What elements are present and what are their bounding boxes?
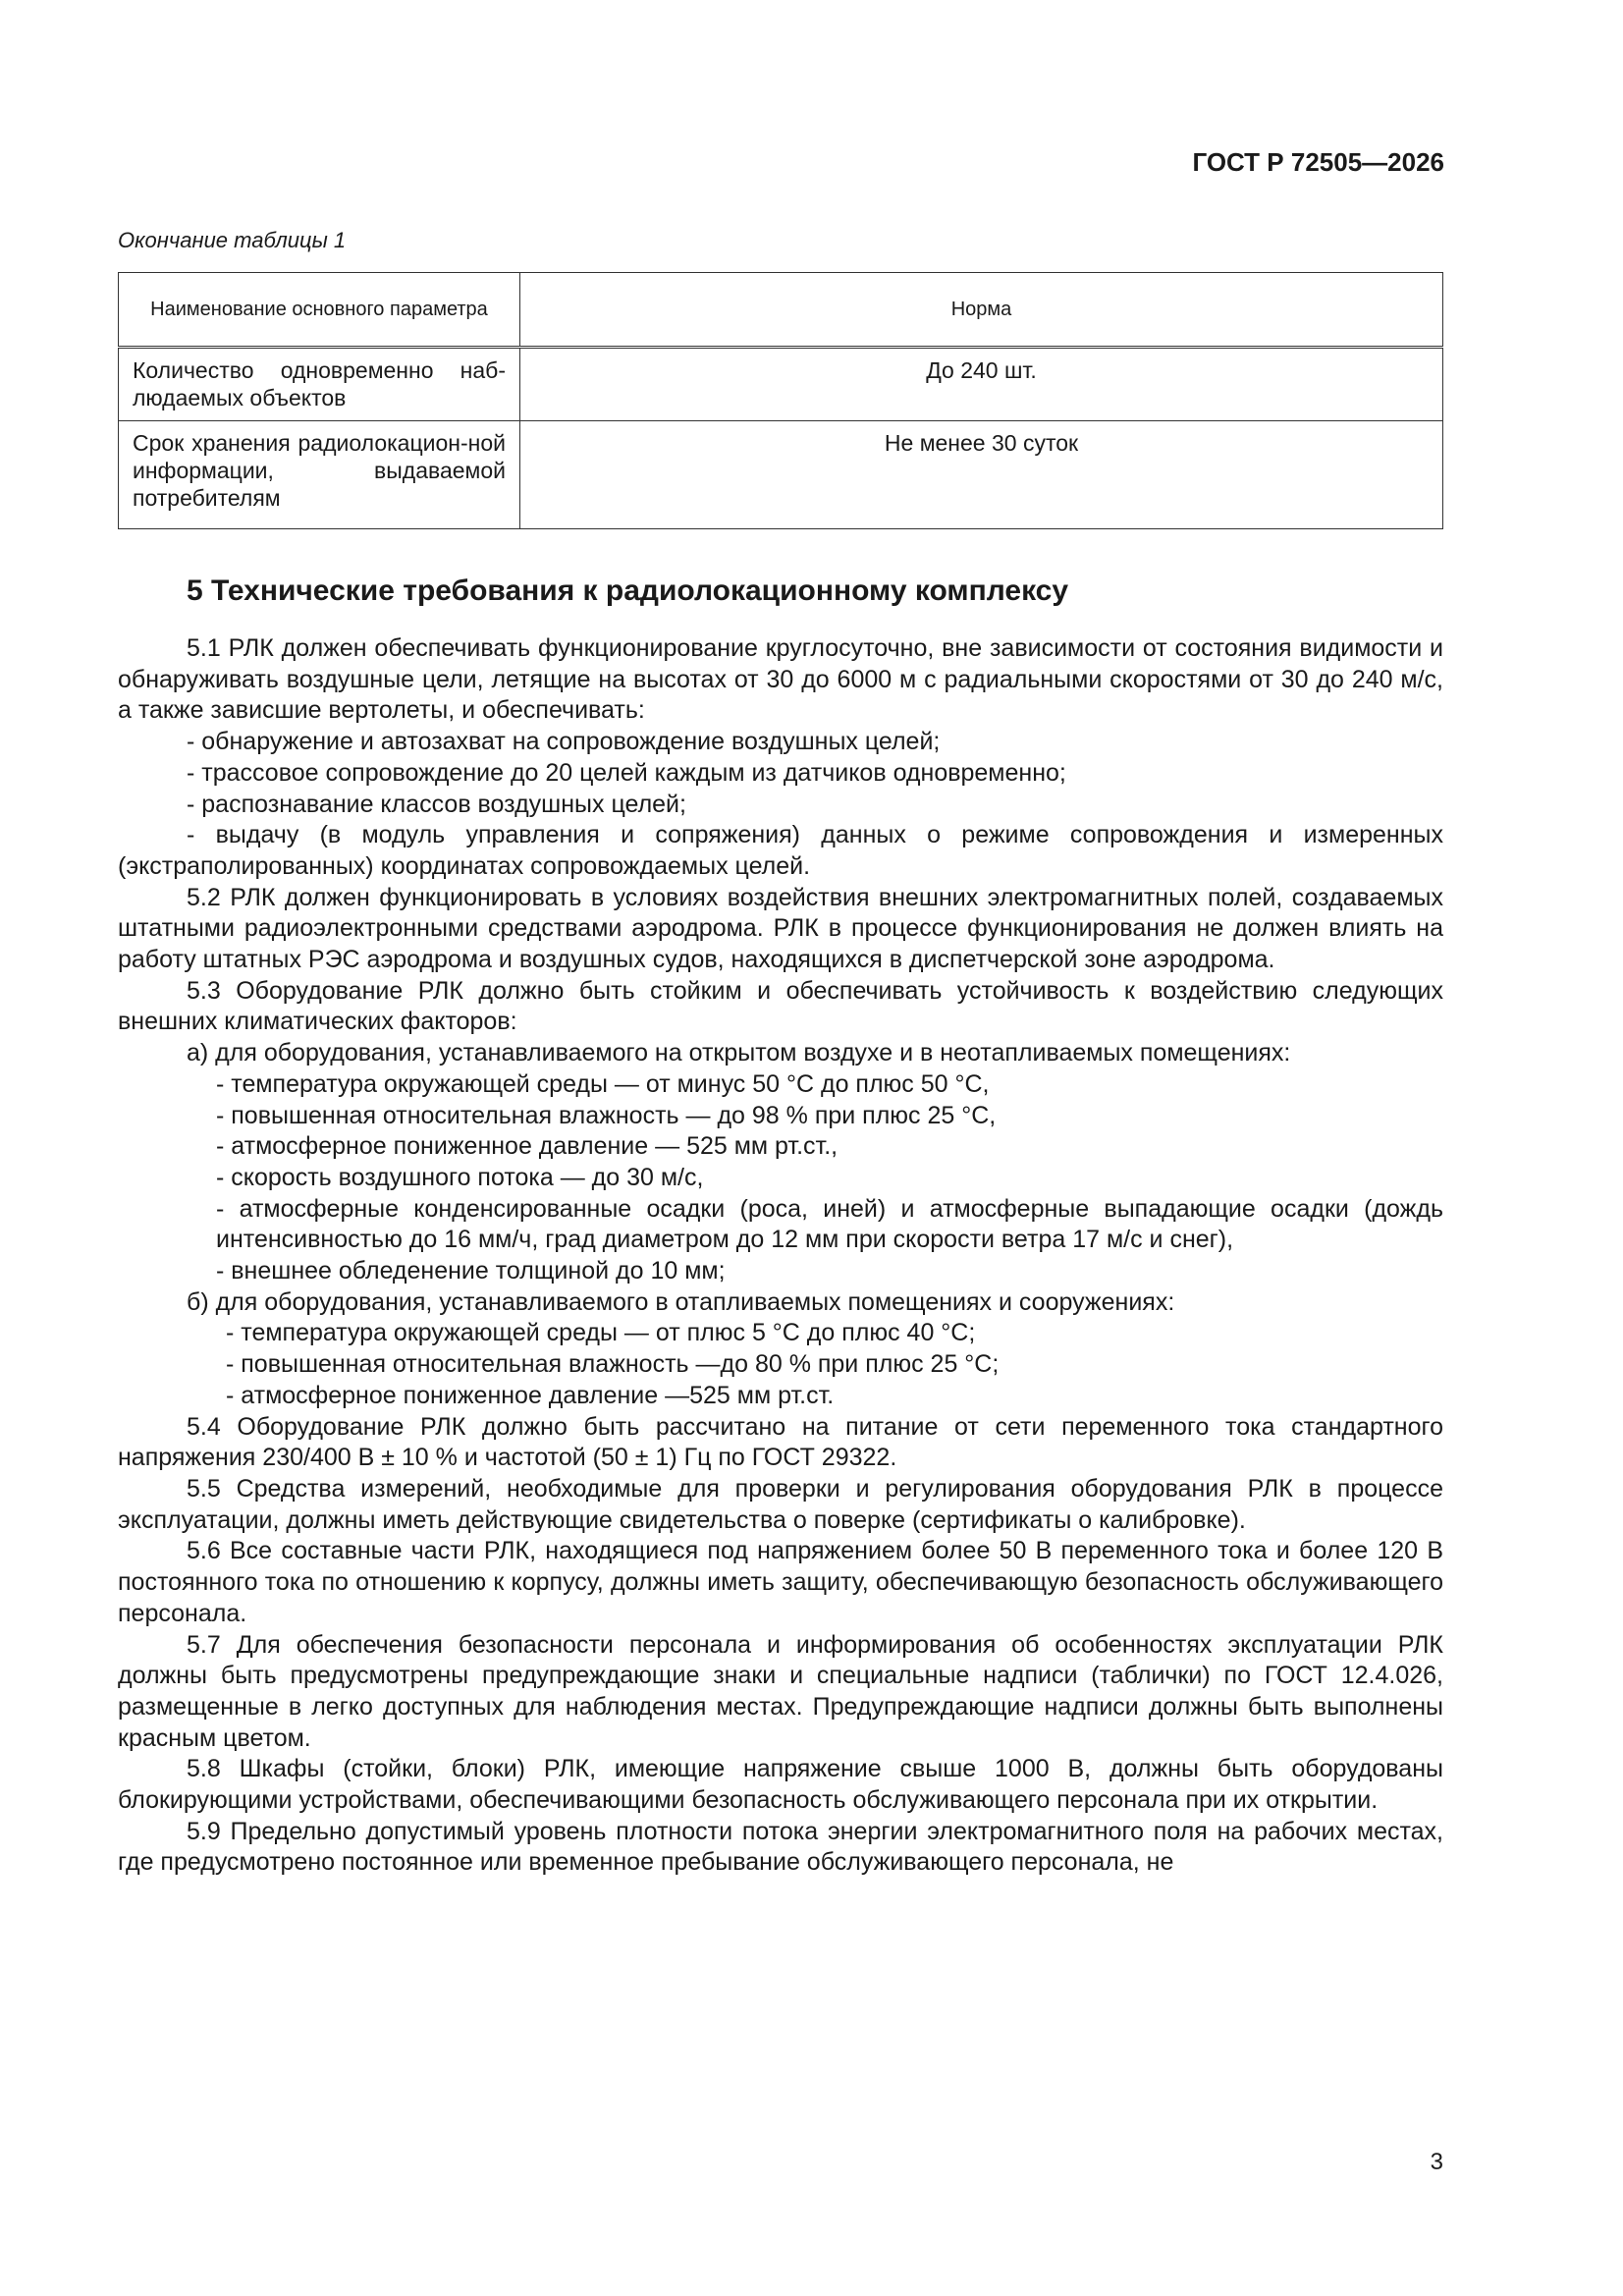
paragraph-5-9: 5.9 Предельно допустимый уровень плотности потока энергии электромагнитного поля на рабочих местах, где предусмотрено постоянное или временное пребывание обслуживающего персонала, не [118,1817,1443,1877]
list-item: - внешнее обледенение толщиной до 10 мм; [216,1257,726,1285]
paragraph-5-2: 5.2 РЛК должен функционировать в условиях воздействия внешних электромагнитных полей, создаваемых штатными радиоэлектронными средствами аэродрома. РЛК в процессе функционирования не должен влиять на работу штатных РЭС аэродрома и воздушных судов, находящихся в диспетчерской зоне аэродрома. [118,883,1443,974]
list-item: б) для оборудования, устанавливаемого в отапливаемых помещениях и сооружениях: [187,1287,1175,1316]
list-item: - атмосферные конденсированные осадки (роса, иней) и атмосферные выпадающие осадки (дождь интенсивностью до 16 мм/ч, град диаметром до 12 мм при скорости ветра 17 м/с и снег), [216,1194,1443,1254]
table-header-row [119,273,1443,348]
parameters-table [118,272,1443,529]
norm-cell: До 240 шт. [520,348,1443,421]
paragraph-5-5: 5.5 Средства измерений, необходимые для проверки и регулирования оборудования РЛК в процессе эксплуатации, должны иметь действующие свидетельства о поверке (сертификаты о калибровке). [118,1474,1443,1534]
paragraph-5-3: 5.3 Оборудование РЛК должно быть стойким и обеспечивать устойчивость к воздействию следующих внешних климатических факторов: [118,976,1443,1036]
table-row [119,421,1443,529]
paragraph-5-8: 5.8 Шкафы (стойки, блоки) РЛК, имеющие напряжение свыше 1000 В, должны быть оборудованы блокирующими устройствами, обеспечивающими безопасность обслуживающего персонала при их открытии. [118,1755,1443,1815]
parameter-cell: Срок хранения радиолокацион-ной информации, выдаваемой потребителям [119,421,520,529]
parameter-cell: Количество одновременно наб-людаемых объектов [119,348,520,421]
list-item: - атмосферное пониженное давление —525 мм рт.ст. [226,1381,835,1409]
list-item: а) для оборудования, устанавливаемого на открытом воздухе и в неотапливаемых помещениях: [187,1039,1291,1067]
paragraph-5-7: 5.7 Для обеспечения безопасности персонала и информирования об особенностях эксплуатации РЛК должны быть предусмотрены предупреждающие знаки и специальные надписи (таблички) по ГОСТ 12.4.026, размещенные в легко доступных для наблюдения местах. Предупреждающие надписи должны быть выполнены красным цветом. [118,1630,1443,1752]
column-header-parameter: Наименование основного параметра [119,273,520,348]
list-item: - повышенная относительная влажность —до 80 % при плюс 25 °С; [226,1350,1000,1379]
list-item: - обнаружение и автозахват на сопровождение воздушных целей; [187,728,941,756]
list-item: - температура окружающей среды — от плюс 5 °С до плюс 40 °С; [226,1319,976,1347]
paragraph-5-6: 5.6 Все составные части РЛК, находящиеся под напряжением более 50 В переменного тока и более 120 В постоянного тока по отношению к корпусу, должны иметь защиту, обеспечивающую безопасность обслуживающего персонала. [118,1537,1443,1627]
norm-cell: Не менее 30 суток [520,421,1443,529]
table-caption: Окончание таблицы 1 [118,228,347,252]
paragraph-5-4: 5.4 Оборудование РЛК должно быть рассчитано на питание от сети переменного тока стандартного напряжения 230/400 В ± 10 % и частотой (50 ± 1) Гц по ГОСТ 29322. [118,1412,1443,1472]
section-body [118,633,1443,1879]
list-item: - повышенная относительная влажность — до 98 % при плюс 25 °С, [216,1101,997,1129]
document-id: ГОСТ Р 72505—2026 [1192,147,1444,177]
list-item: - скорость воздушного потока — до 30 м/с, [216,1163,704,1191]
page-number: 3 [1430,2149,1443,2175]
list-item: - распознавание классов воздушных целей; [187,790,686,818]
list-item: - выдачу (в модуль управления и сопряжения) данных о режиме сопровождения и измеренных (экстраполированных) координатах сопровождаемых целей. [118,821,1443,880]
section-title: 5 Технические требования к радиолокационному комплексу [187,574,1069,607]
column-header-norm: Норма [520,273,1443,348]
list-item: - температура окружающей среды — от минус 50 °С до плюс 50 °С, [216,1069,990,1098]
list-item: - трассовое сопровождение до 20 целей каждым из датчиков одновременно; [187,758,1066,787]
list-item: - атмосферное пониженное давление — 525 мм рт.ст., [216,1132,839,1161]
paragraph-5-1: 5.1 РЛК должен обеспечивать функционирование круглосуточно, вне зависимости от состояния видимости и обнаруживать воздушные цели, летящие на высотах от 30 до 6000 м с радиальными скоростями от 30 до 240 м/с, а также зависшие вертолеты, и обеспечивать: [118,634,1443,725]
table-row [119,348,1443,421]
